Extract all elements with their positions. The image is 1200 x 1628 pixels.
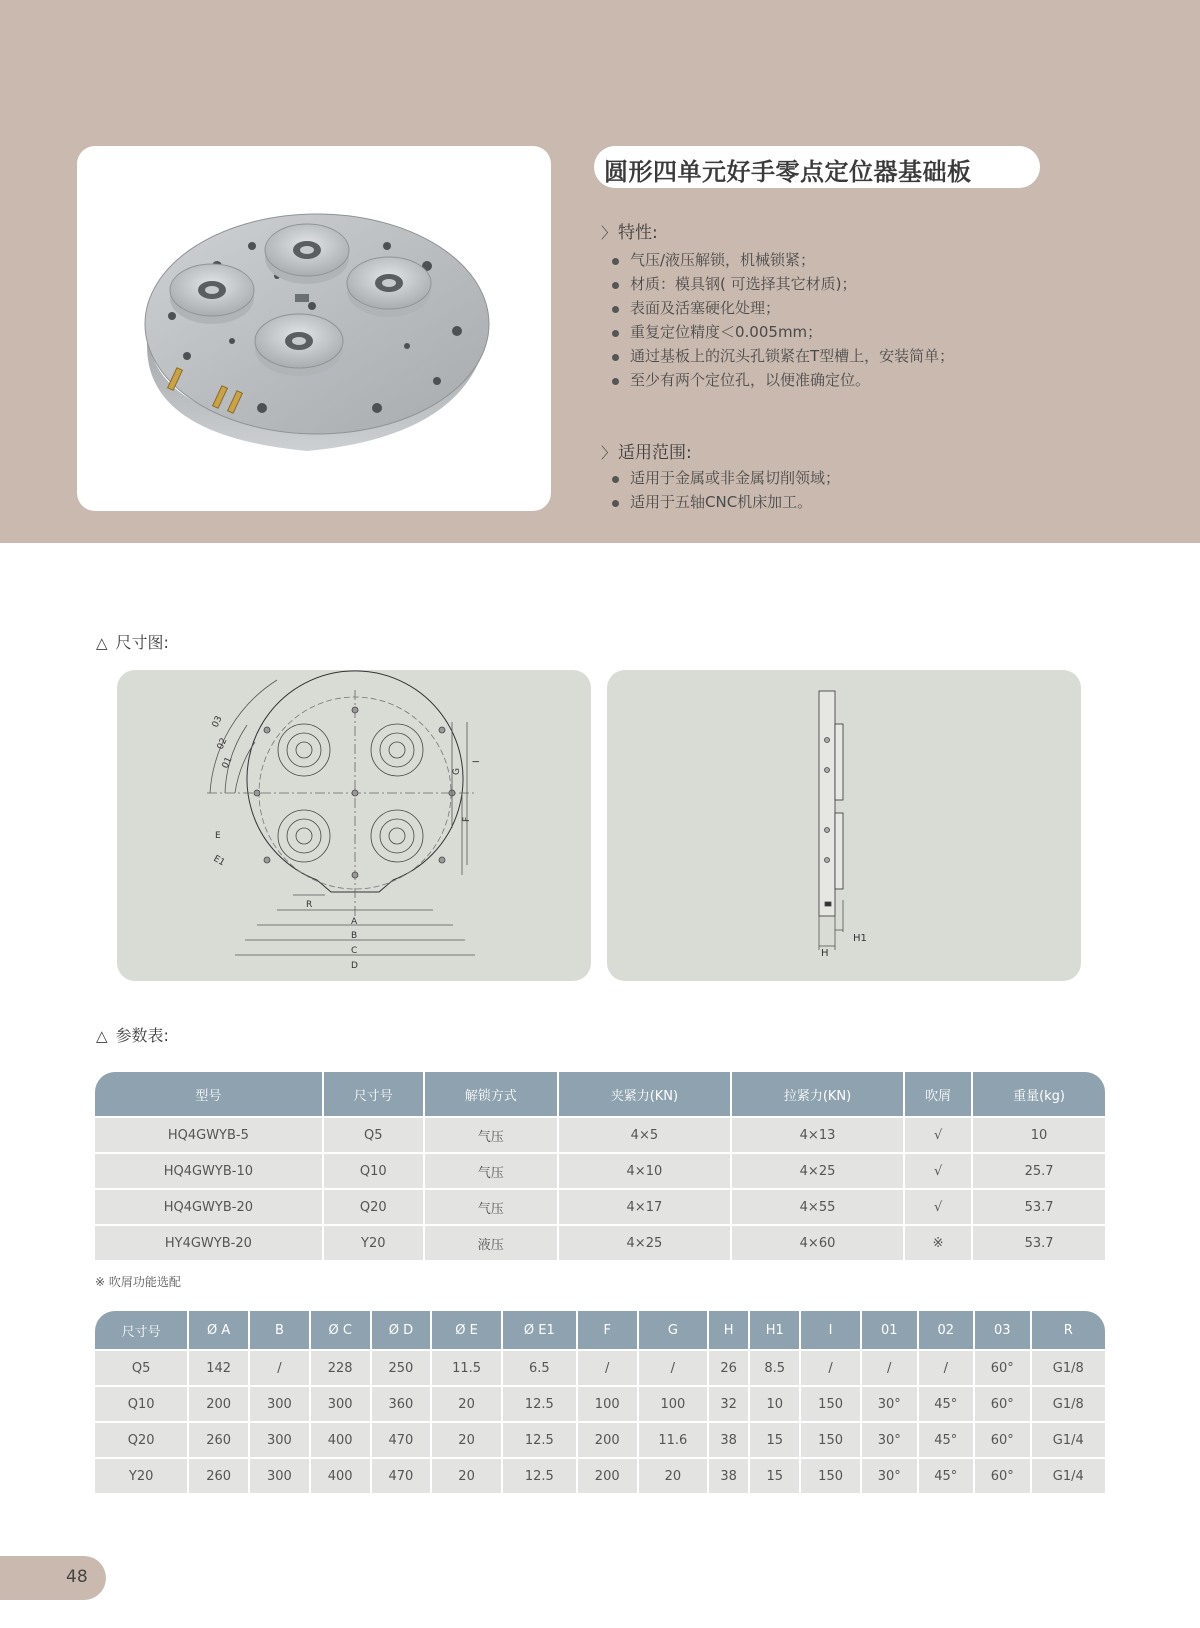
table-cell: 260 bbox=[189, 1423, 248, 1457]
page-number: 48 bbox=[66, 1567, 88, 1587]
product-photo bbox=[77, 146, 551, 511]
page-number-pill bbox=[0, 1556, 106, 1600]
table-cell: HQ4GWYB-5 bbox=[95, 1118, 322, 1152]
table-cell: 30° bbox=[862, 1459, 917, 1493]
table-cell: √ bbox=[905, 1154, 971, 1188]
label-g: G bbox=[452, 768, 462, 775]
table-cell: 150 bbox=[801, 1387, 860, 1421]
header-cell: Ø E bbox=[432, 1311, 501, 1349]
table-cell: Q20 bbox=[324, 1190, 423, 1224]
table-cell: ※ bbox=[905, 1226, 971, 1260]
table-cell: 45° bbox=[919, 1423, 974, 1457]
header-cell: Ø C bbox=[311, 1311, 370, 1349]
chevron-right-icon: 〉 bbox=[601, 444, 617, 462]
header-cell: 型号 bbox=[95, 1072, 322, 1116]
list-item: 表面及活塞硬化处理； bbox=[608, 296, 954, 320]
table-cell: 45° bbox=[919, 1459, 974, 1493]
features-heading bbox=[601, 218, 658, 243]
label-o2: 02 bbox=[215, 736, 230, 752]
table-cell: 470 bbox=[372, 1423, 431, 1457]
params-table bbox=[93, 1070, 1107, 1262]
table-cell: 15 bbox=[750, 1459, 799, 1493]
header-cell: R bbox=[1032, 1311, 1105, 1349]
chevron-right-icon: 〉 bbox=[601, 224, 617, 242]
title-pill bbox=[594, 146, 1040, 188]
dims-table bbox=[93, 1309, 1107, 1495]
label-f: F bbox=[462, 816, 472, 822]
table-cell: / bbox=[250, 1351, 309, 1385]
list-item: 适用于五轴CNC机床加工。 bbox=[608, 490, 840, 514]
header-cell: H bbox=[709, 1311, 748, 1349]
header-cell: 02 bbox=[919, 1311, 974, 1349]
table-cell: 228 bbox=[311, 1351, 370, 1385]
dimension-drawing-heading-label: 尺寸图: bbox=[115, 633, 169, 652]
table-cell: 60° bbox=[975, 1459, 1030, 1493]
features-heading-label: 特性: bbox=[618, 223, 658, 243]
table-header-row bbox=[95, 1072, 1105, 1116]
table-cell: 200 bbox=[578, 1459, 637, 1493]
label-b: B bbox=[351, 931, 358, 941]
table-row bbox=[95, 1351, 1105, 1385]
table-cell: 45° bbox=[919, 1387, 974, 1421]
triangle-icon: △ bbox=[96, 634, 108, 652]
table-cell: 20 bbox=[432, 1387, 501, 1421]
table-cell: 470 bbox=[372, 1459, 431, 1493]
table-cell: 30° bbox=[862, 1387, 917, 1421]
header-cell: 01 bbox=[862, 1311, 917, 1349]
table-cell: Y20 bbox=[324, 1226, 423, 1260]
list-item: 通过基板上的沉头孔锁紧在T型槽上，安装简单； bbox=[608, 344, 954, 368]
list-item: 气压/液压解锁，机械锁紧； bbox=[608, 248, 954, 272]
table-cell: HY4GWYB-20 bbox=[95, 1226, 322, 1260]
list-item: 材质：模具钢( 可选择其它材质)； bbox=[608, 272, 954, 296]
header-cell: Ø D bbox=[372, 1311, 431, 1349]
table-cell: 12.5 bbox=[503, 1459, 576, 1493]
table-cell: 360 bbox=[372, 1387, 431, 1421]
label-o1: 01 bbox=[220, 755, 235, 771]
table-cell: 60° bbox=[975, 1351, 1030, 1385]
table-row bbox=[95, 1154, 1105, 1188]
header-cell: 解锁方式 bbox=[425, 1072, 557, 1116]
table-cell: 20 bbox=[432, 1423, 501, 1457]
table-cell: 15 bbox=[750, 1423, 799, 1457]
table-cell: 38 bbox=[709, 1459, 748, 1493]
table-cell: 4×25 bbox=[559, 1226, 730, 1260]
table-row bbox=[95, 1459, 1105, 1493]
header-cell: H1 bbox=[750, 1311, 799, 1349]
header-cell: 拉紧力(KN) bbox=[732, 1072, 903, 1116]
table-cell: 260 bbox=[189, 1459, 248, 1493]
table-cell: G1/4 bbox=[1032, 1423, 1105, 1457]
table-cell: Q5 bbox=[324, 1118, 423, 1152]
table-cell: 12.5 bbox=[503, 1387, 576, 1421]
front-view-drawing bbox=[117, 670, 591, 981]
table-cell: 12.5 bbox=[503, 1423, 576, 1457]
table-cell: / bbox=[801, 1351, 860, 1385]
table-cell: HQ4GWYB-10 bbox=[95, 1154, 322, 1188]
table-cell: 4×5 bbox=[559, 1118, 730, 1152]
triangle-icon: △ bbox=[96, 1027, 108, 1045]
table-cell: / bbox=[919, 1351, 974, 1385]
table-cell: 100 bbox=[578, 1387, 637, 1421]
front-view-svg bbox=[117, 670, 591, 981]
table-row bbox=[95, 1226, 1105, 1260]
table-cell: 20 bbox=[639, 1459, 708, 1493]
label-h1: H1 bbox=[853, 933, 867, 944]
table-cell: 30° bbox=[862, 1423, 917, 1457]
table-cell: √ bbox=[905, 1190, 971, 1224]
table-cell: 60° bbox=[975, 1423, 1030, 1457]
table-row bbox=[95, 1423, 1105, 1457]
table-cell: 200 bbox=[189, 1387, 248, 1421]
table-cell: Q20 bbox=[95, 1423, 187, 1457]
list-item: 至少有两个定位孔，以便准确定位。 bbox=[608, 368, 954, 392]
table-cell: Y20 bbox=[95, 1459, 187, 1493]
params-heading-label: 参数表: bbox=[115, 1026, 169, 1045]
table-cell: 300 bbox=[250, 1387, 309, 1421]
table-row bbox=[95, 1387, 1105, 1421]
table-cell: 250 bbox=[372, 1351, 431, 1385]
scope-heading-label: 适用范围: bbox=[618, 443, 692, 463]
features-list bbox=[608, 248, 954, 392]
header-cell: G bbox=[639, 1311, 708, 1349]
params-heading bbox=[96, 1023, 169, 1046]
header-cell: 尺寸号 bbox=[95, 1311, 187, 1349]
table-cell: 150 bbox=[801, 1459, 860, 1493]
table-cell: 100 bbox=[639, 1387, 708, 1421]
table-cell: 53.7 bbox=[973, 1190, 1105, 1224]
table-cell: G1/8 bbox=[1032, 1387, 1105, 1421]
table-cell: 25.7 bbox=[973, 1154, 1105, 1188]
table-cell: HQ4GWYB-20 bbox=[95, 1190, 322, 1224]
header-cell: 重量(kg) bbox=[973, 1072, 1105, 1116]
table-cell: 400 bbox=[311, 1459, 370, 1493]
table-cell: 200 bbox=[578, 1423, 637, 1457]
table-cell: / bbox=[862, 1351, 917, 1385]
table-cell: 4×13 bbox=[732, 1118, 903, 1152]
header-cell: Ø E1 bbox=[503, 1311, 576, 1349]
table-cell: 300 bbox=[250, 1459, 309, 1493]
table-row bbox=[95, 1190, 1105, 1224]
header-cell: 03 bbox=[975, 1311, 1030, 1349]
label-h: H bbox=[821, 948, 829, 959]
table-cell: 20 bbox=[432, 1459, 501, 1493]
label-a: A bbox=[351, 917, 358, 927]
table-cell: / bbox=[639, 1351, 708, 1385]
scope-heading bbox=[601, 438, 692, 463]
table-cell: G1/4 bbox=[1032, 1459, 1105, 1493]
table-cell: 4×10 bbox=[559, 1154, 730, 1188]
table-cell: 液压 bbox=[425, 1226, 557, 1260]
table-cell: / bbox=[578, 1351, 637, 1385]
table-cell: 11.6 bbox=[639, 1423, 708, 1457]
table-cell: 300 bbox=[250, 1423, 309, 1457]
side-view-svg bbox=[607, 670, 1081, 981]
table-cell: 10 bbox=[750, 1387, 799, 1421]
table-header-row bbox=[95, 1311, 1105, 1349]
header-cell: 夹紧力(KN) bbox=[559, 1072, 730, 1116]
table-cell: 8.5 bbox=[750, 1351, 799, 1385]
side-view-drawing bbox=[607, 670, 1081, 981]
table-cell: 32 bbox=[709, 1387, 748, 1421]
label-c: C bbox=[351, 946, 358, 956]
header-cell: I bbox=[801, 1311, 860, 1349]
base-plate-image bbox=[77, 146, 551, 511]
header-cell: 吹屑 bbox=[905, 1072, 971, 1116]
table-cell: 4×25 bbox=[732, 1154, 903, 1188]
table-cell: 60° bbox=[975, 1387, 1030, 1421]
table-cell: 6.5 bbox=[503, 1351, 576, 1385]
table-cell: 11.5 bbox=[432, 1351, 501, 1385]
label-e1: E1 bbox=[211, 853, 227, 869]
header-cell: 尺寸号 bbox=[324, 1072, 423, 1116]
table-cell: 38 bbox=[709, 1423, 748, 1457]
table-cell: Q10 bbox=[324, 1154, 423, 1188]
label-r: R bbox=[306, 900, 313, 910]
table-cell: 150 bbox=[801, 1423, 860, 1457]
header-cell: B bbox=[250, 1311, 309, 1349]
table-cell: 气压 bbox=[425, 1118, 557, 1152]
table-cell: Q10 bbox=[95, 1387, 187, 1421]
label-d: D bbox=[351, 961, 358, 971]
table-cell: 10 bbox=[973, 1118, 1105, 1152]
scope-list bbox=[608, 466, 840, 514]
table-cell: 400 bbox=[311, 1423, 370, 1457]
table-note: ※ 吹屑功能选配 bbox=[95, 1275, 181, 1289]
table-cell: 4×55 bbox=[732, 1190, 903, 1224]
table-cell: 53.7 bbox=[973, 1226, 1105, 1260]
table-cell: 气压 bbox=[425, 1190, 557, 1224]
header-cell: Ø A bbox=[189, 1311, 248, 1349]
label-i: I bbox=[472, 760, 482, 763]
dimension-drawing-heading bbox=[96, 630, 169, 653]
table-cell: 142 bbox=[189, 1351, 248, 1385]
table-cell: √ bbox=[905, 1118, 971, 1152]
label-e: E bbox=[215, 831, 221, 841]
table-row bbox=[95, 1118, 1105, 1152]
list-item: 重复定位精度＜0.005mm； bbox=[608, 320, 954, 344]
table-cell: 4×60 bbox=[732, 1226, 903, 1260]
header-cell: F bbox=[578, 1311, 637, 1349]
label-o3: 03 bbox=[210, 714, 225, 730]
page-title: 圆形四单元好手零点定位器基础板 bbox=[604, 158, 972, 186]
table-cell: 4×17 bbox=[559, 1190, 730, 1224]
table-cell: 气压 bbox=[425, 1154, 557, 1188]
table-cell: Q5 bbox=[95, 1351, 187, 1385]
table-cell: 300 bbox=[311, 1387, 370, 1421]
table-cell: G1/8 bbox=[1032, 1351, 1105, 1385]
list-item: 适用于金属或非金属切削领域； bbox=[608, 466, 840, 490]
table-cell: 26 bbox=[709, 1351, 748, 1385]
